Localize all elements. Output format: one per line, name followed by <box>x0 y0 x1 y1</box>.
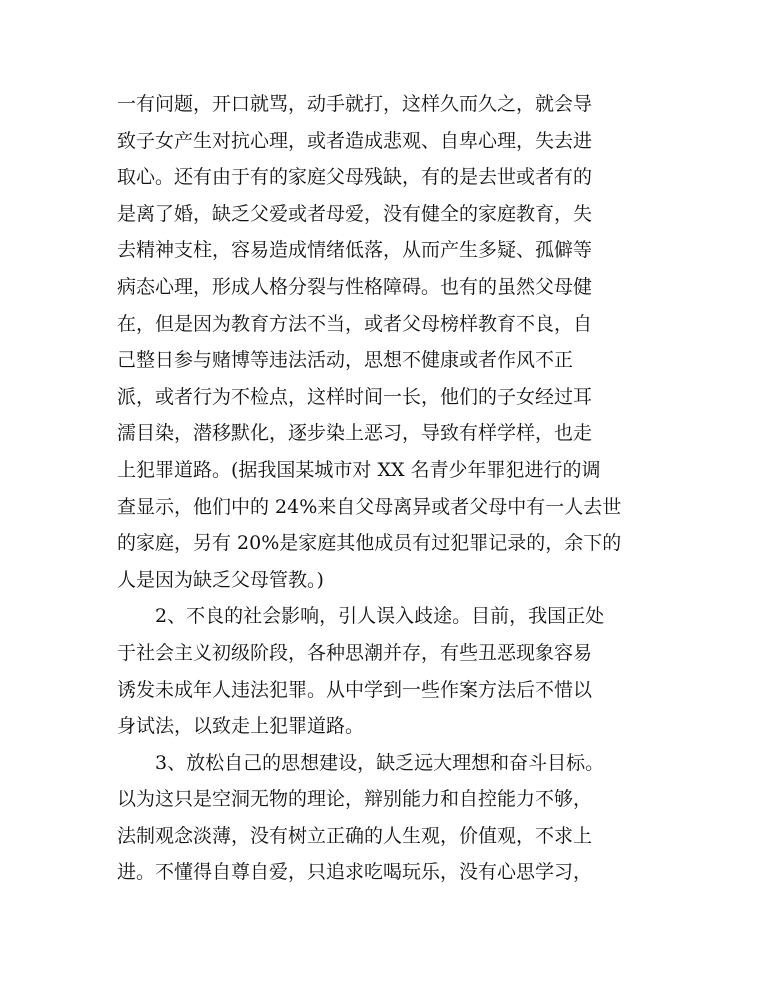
text-line: 于社会主义初级阶段，各种思潮并存，有些丑恶现象容易 <box>117 641 593 664</box>
text-line: 派，或者行为不检点，这样时间一长，他们的子女经过耳 <box>117 385 593 408</box>
text-line: 一有问题，开口就骂，动手就打，这样久而久之，就会导 <box>117 93 593 115</box>
text-line: 进。不懂得自尊自爱，只追求吃喝玩乐，没有心思学习， <box>117 861 593 884</box>
text-line: 以为这只是空洞无物的理论，辩别能力和自控能力不够， <box>117 788 593 811</box>
text-line: 己整日参与赌博等违法活动，思想不健康或者作风不正 <box>117 349 574 372</box>
text-line: 濡目染，潜移默化，逐步染上恶习，导致有样学样，也走 <box>117 422 593 445</box>
text-line: 的家庭，另有 20%是家庭其他成员有过犯罪记录的，余下的 <box>117 532 622 555</box>
text-line: 取心。还有由于有的家庭父母残缺，有的是去世或者有的 <box>117 166 593 189</box>
text-line: 法制观念淡薄，没有树立正确的人生观，价值观，不求上 <box>117 824 593 847</box>
text-line: 去精神支柱，容易造成情绪低落，从而产生多疑、孤僻等 <box>117 239 593 262</box>
document-body <box>117 86 657 891</box>
text-line: 致子女产生对抗心理，或者造成悲观、自卑心理，失去进 <box>117 129 593 152</box>
text-line: 是离了婚，缺乏父爱或者母爱，没有健全的家庭教育，失 <box>117 202 593 225</box>
text-line: 身试法，以致走上犯罪道路。 <box>117 715 365 738</box>
text-line: 上犯罪道路。(据我国某城市对 XX 名青少年罪犯进行的调 <box>117 458 601 481</box>
paragraph-start-line: 3、放松自己的思想建设，缺乏远大理想和奋斗目标。 <box>155 751 605 774</box>
text-line: 诱发未成年人违法犯罪。从中学到一些作案方法后不惜以 <box>117 678 593 701</box>
text-line: 在，但是因为教育方法不当，或者父母榜样教育不良，自 <box>117 312 593 335</box>
text-line: 人是因为缺乏父母管教。) <box>117 568 324 591</box>
text-line: 查显示，他们中的 24%来自父母离异或者父母中有一人去世 <box>117 495 622 518</box>
text-line: 病态心理，形成人格分裂与性格障碍。也有的虽然父母健 <box>117 275 593 298</box>
paragraph-start-line: 2、不良的社会影响，引人误入歧途。目前，我国正处 <box>155 605 605 628</box>
